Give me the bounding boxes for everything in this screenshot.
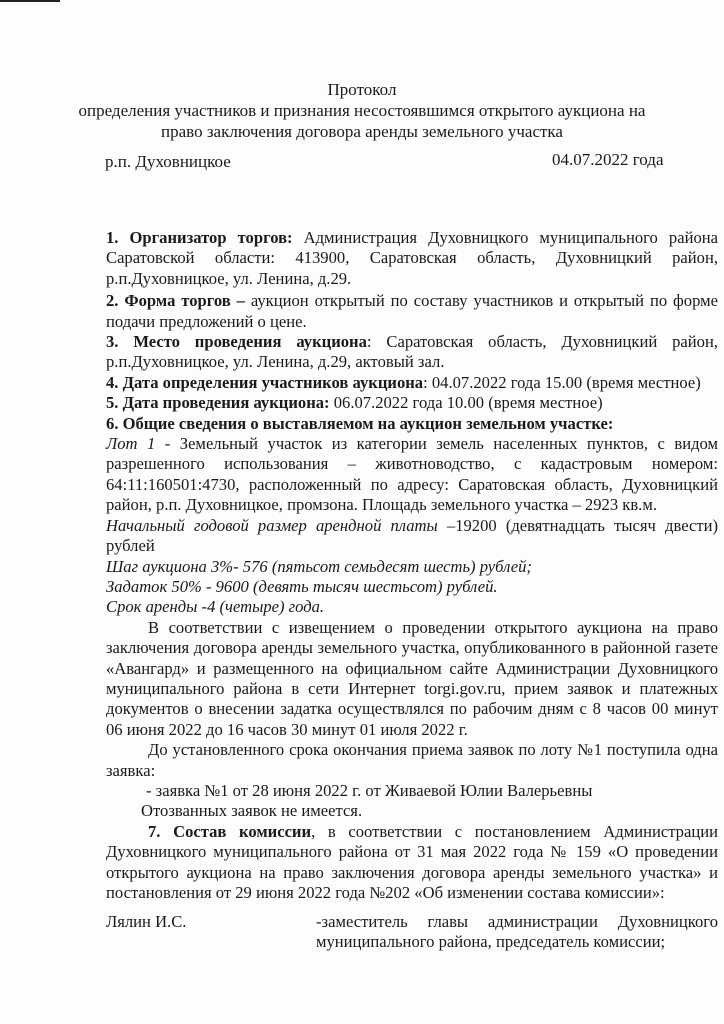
lot-term <box>106 597 718 617</box>
lot-deposit <box>106 577 718 597</box>
applications-paragraph: До установленного срока окончания приема заявок по лоту №1 поступила одна заявка: <box>106 740 718 780</box>
section-venue-label: 3. Место проведения аукциона <box>106 332 367 352</box>
lot-rent-text: –19200 (девятнадцать тысяч двести) рублей <box>106 515 718 556</box>
lot-label: Лот 1 <box>106 434 156 454</box>
lot-rent <box>106 516 718 557</box>
document-place: р.п. Духовницкое <box>105 152 231 171</box>
subtitle-line-2: право заключения договора аренды земельного участка <box>161 122 563 141</box>
notice-paragraph: В соответствии с извещением о проведении открытого аукциона на право заключения договора аренды земельного участка, опубликованного в районной газете «Авангард» и размещенного на официальном сайте Администрации Духовницкого муниципального района в сети Интернет torgi.gov.ru, прием заявок и платежных документов о внесении задатка осуществлялся по рабочим дням с 8 часов 00 минут 06 июня 2022 до 16 часов 30 минут 01 июля 2022 г. <box>106 617 718 739</box>
lot-step-text: Шаг аукциона 3%- 576 (пятьсот семьдесят шесть) рублей; <box>106 556 532 576</box>
document-subtitle <box>0 100 724 142</box>
lot-term-text: Срок аренды -4 (четыре) года. <box>106 597 325 617</box>
document-title: Протокол <box>327 80 397 99</box>
scan-edge-line <box>0 0 60 2</box>
section-auction-date-label: 5. Дата проведения аукциона: <box>106 393 330 413</box>
section-venue-text: : Саратовская область, Духовницкий район, р.п.Духовницкое, ул. Ленина, д.29, актовый зал. <box>106 332 718 372</box>
document-date: 04.07.2022 года <box>552 150 664 169</box>
section-form-label: 2. Форма торгов – <box>106 291 245 311</box>
section-organizer-text: Администрация Духовницкого муниципального района Саратовской области: 413900, Саратовская область, Духовницкий район, р.п.Духовницкое, ул. Ленина, д.29. <box>106 228 718 288</box>
application-item: - заявка №1 от 28 июня 2022 г. от Живаевой Юлии Валерьевны <box>146 780 593 800</box>
section-commission-text: , в соответствии с постановлением Администрации Духовницкого муниципального района от 31 мая 2022 года № 159 «О проведении открытого аукциона на право заключения договора аренды земельного участка» и постановления от 29 июня 2022 года №202 «Об изменении состава комиссии»: <box>106 821 718 902</box>
document-body <box>106 228 718 903</box>
section-commission <box>106 822 718 904</box>
section-form-text: аукцион открытый по составу участников и открытый по форме подачи предложений о цене. <box>106 291 718 331</box>
section-organizer <box>106 228 718 289</box>
section-organizer-label: 1. Организатор торгов: <box>106 228 293 247</box>
section-venue <box>106 332 718 373</box>
commission-member-name: Лялин И.С. <box>106 912 187 931</box>
section-auction-date-text: 06.07.2022 года 10.00 (время местное) <box>329 393 603 413</box>
section-participants-date <box>106 373 718 393</box>
lot-step <box>106 557 718 577</box>
section-auction-date <box>106 393 718 413</box>
lot-deposit-text: Задаток 50% - 9600 (девять тысяч шестьсот) рублей. <box>106 576 498 596</box>
lot-rent-label: Начальный годовой размер арендной платы <box>106 515 438 535</box>
section-participants-date-text: : 04.07.2022 года 15.00 (время местное) <box>423 372 701 392</box>
section-form <box>106 291 718 332</box>
section-commission-label: 7. Состав комиссии <box>148 821 312 841</box>
subtitle-line-1: определения участников и признания несостоявшимся открытого аукциона на <box>78 101 646 120</box>
lot-text: - Земельный участок из категории земель населенных пунктов, с видом разрешенного использования – животноводство, с кадастровым номером: 64:11:160501:4730, расположенный по адресу: Саратовская область, Духовницкий район, р.п. Духовницкое, промзона. Площадь земельного участка – 2923 кв.м. <box>106 434 718 515</box>
section-plot-info-label: 6. Общие сведения о выставляемом на аукцион земельном участке: <box>106 413 614 433</box>
section-participants-date-label: 4. Дата определения участников аукциона <box>106 372 424 392</box>
section-plot-info-heading <box>106 414 718 434</box>
withdrawn-note: Отозванных заявок не имеется. <box>141 801 363 821</box>
commission-member-role: -заместитель главы администрации Духовницкого муниципального района, председатель комиссии; <box>316 912 718 952</box>
lot-description <box>106 434 718 516</box>
